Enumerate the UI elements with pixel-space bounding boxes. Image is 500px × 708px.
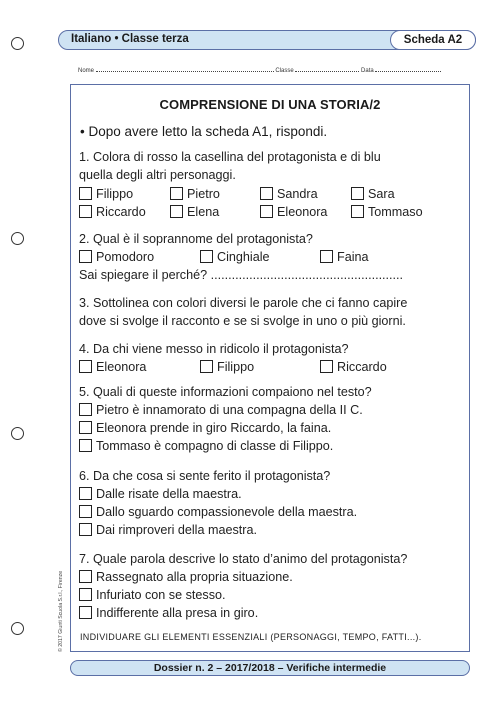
checkbox-option[interactable]: Pietro <box>170 187 220 201</box>
binder-hole <box>11 622 24 635</box>
sheet-label: Scheda A2 <box>390 30 476 50</box>
checkbox[interactable] <box>79 505 92 518</box>
q6-text-1: 6. Da che cosa si sente ferito il protagonista? <box>79 469 331 483</box>
checkbox[interactable] <box>200 250 213 263</box>
checkbox-option[interactable]: Dai rimproveri della maestra. <box>79 523 257 537</box>
name-label: Nome <box>78 68 95 74</box>
checkbox-option[interactable]: Sara <box>351 187 395 201</box>
checkbox[interactable] <box>79 250 92 263</box>
checkbox-option[interactable]: Infuriato con se stesso. <box>79 588 226 602</box>
checkbox[interactable] <box>79 487 92 500</box>
copyright-notice: © 2017 Giunti Scuola S.r.l., Firenze <box>58 570 64 652</box>
checkbox[interactable] <box>351 187 364 200</box>
q2-text-2: Sai spiegare il perché? ....................................................... <box>79 268 404 282</box>
checkbox[interactable] <box>79 570 92 583</box>
binder-hole <box>11 427 24 440</box>
checkbox-option[interactable]: Eleonora <box>260 205 327 219</box>
checkbox-option[interactable]: Eleonora <box>79 360 146 374</box>
checkbox-option[interactable]: Filippo <box>200 360 254 374</box>
checkbox-option[interactable]: Dallo sguardo compassionevole della maestra. <box>79 505 357 519</box>
binder-hole <box>11 37 24 50</box>
q5-text-1: 5. Quali di queste informazioni compaiono nel testo? <box>79 385 372 399</box>
q7-text-1: 7. Quale parola descrive lo stato d’animo del protagonista? <box>79 552 408 566</box>
checkbox[interactable] <box>79 606 92 619</box>
page-title: COMPRENSIONE DI UNA STORIA/2 <box>159 97 381 112</box>
checkbox[interactable] <box>200 360 213 373</box>
checkbox[interactable] <box>320 250 333 263</box>
checkbox-option[interactable]: Pomodoro <box>79 250 154 264</box>
checkbox-option[interactable]: Elena <box>170 205 219 219</box>
checkbox[interactable] <box>79 403 92 416</box>
name-field[interactable] <box>96 66 274 72</box>
q2-text-1: 2. Qual è il soprannome del protagonista? <box>79 232 313 246</box>
learning-objective: INDIVIDUARE GLI ELEMENTI ESSENZIALI (PERSONAGGI, TEMPO, FATTI...). <box>80 632 422 642</box>
checkbox-option[interactable]: Riccardo <box>79 205 146 219</box>
student-info-row <box>78 66 441 74</box>
checkbox-option[interactable]: Sandra <box>260 187 318 201</box>
checkbox-option[interactable]: Tommaso <box>351 205 423 219</box>
checkbox[interactable] <box>260 205 273 218</box>
checkbox-option[interactable]: Pietro è innamorato di una compagna della II C. <box>79 403 363 417</box>
subject-label: Italiano • Classe terza <box>71 33 189 45</box>
header-band <box>58 30 476 50</box>
checkbox[interactable] <box>79 187 92 200</box>
q4-text-1: 4. Da chi viene messo in ridicolo il protagonista? <box>79 342 349 356</box>
checkbox-option[interactable]: Dalle risate della maestra. <box>79 487 242 501</box>
q3-text-2: dove si svolge il racconto e se si svolge in uno o più giorni. <box>79 314 406 328</box>
date-field[interactable] <box>375 66 441 72</box>
date-label: Data <box>361 68 374 74</box>
checkbox-option[interactable]: Cinghiale <box>200 250 270 264</box>
checkbox[interactable] <box>260 187 273 200</box>
checkbox-option[interactable]: Tommaso è compagno di classe di Filippo. <box>79 439 333 453</box>
class-field[interactable] <box>295 66 359 72</box>
checkbox[interactable] <box>79 421 92 434</box>
class-label: Classe <box>275 68 294 74</box>
checkbox[interactable] <box>79 205 92 218</box>
footer-band <box>70 660 470 676</box>
binder-hole <box>11 232 24 245</box>
checkbox-option[interactable]: Rassegnato alla propria situazione. <box>79 570 293 584</box>
checkbox-option[interactable]: Riccardo <box>320 360 387 374</box>
footer-label: Dossier n. 2 – 2017/2018 – Verifiche intermedie <box>153 662 387 674</box>
checkbox[interactable] <box>170 187 183 200</box>
checkbox[interactable] <box>320 360 333 373</box>
instruction: • Dopo avere letto la scheda A1, rispondi. <box>80 124 328 139</box>
checkbox[interactable] <box>79 588 92 601</box>
checkbox-option[interactable]: Filippo <box>79 187 133 201</box>
q1-text-1: 1. Colora di rosso la casellina del protagonista e di blu <box>79 150 381 164</box>
checkbox[interactable] <box>79 523 92 536</box>
checkbox-option[interactable]: Indifferente alla presa in giro. <box>79 606 258 620</box>
checkbox-option[interactable]: Faina <box>320 250 369 264</box>
checkbox[interactable] <box>79 439 92 452</box>
checkbox[interactable] <box>351 205 364 218</box>
checkbox[interactable] <box>170 205 183 218</box>
q3-text-1: 3. Sottolinea con colori diversi le parole che ci fanno capire <box>79 296 408 310</box>
checkbox-option[interactable]: Eleonora prende in giro Riccardo, la faina. <box>79 421 331 435</box>
checkbox[interactable] <box>79 360 92 373</box>
q1-text-2: quella degli altri personaggi. <box>79 168 236 182</box>
